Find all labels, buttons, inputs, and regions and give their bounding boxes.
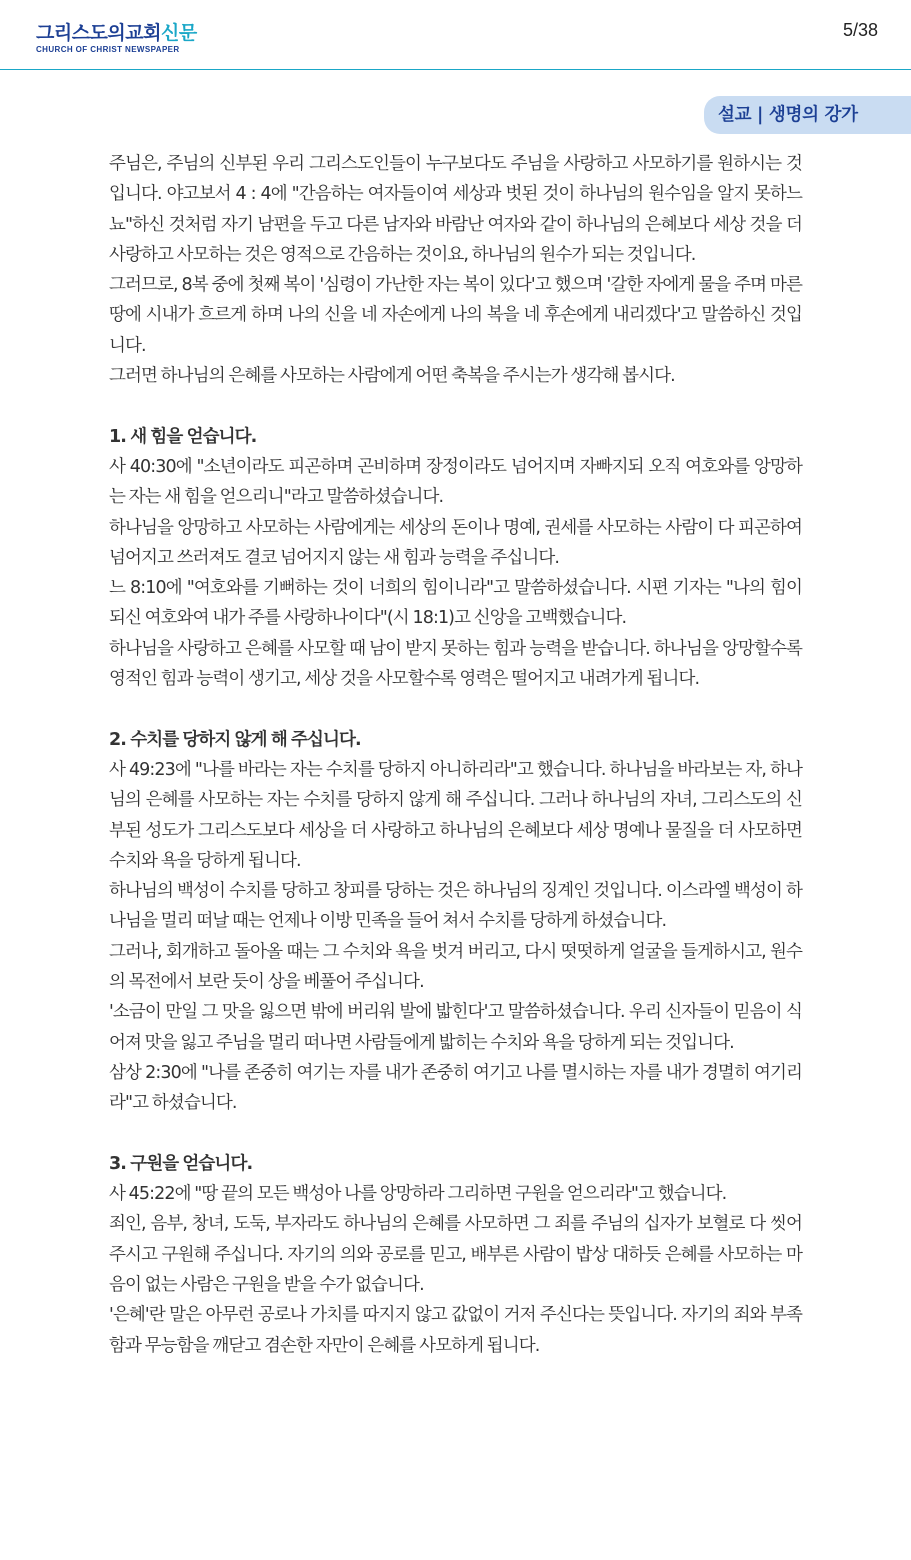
paragraph: 사 45:22에 "땅 끝의 모든 백성아 나를 앙망하라 그리하면 구원을 얻으리라"고 했습니다.	[109, 1184, 727, 1205]
article-body	[109, 149, 802, 1361]
logo-subtitle: CHURCH OF CHRIST NEWSPAPER	[36, 45, 180, 54]
newspaper-logo	[36, 22, 197, 55]
paragraph: 사 49:23에 "나를 바라는 자는 수치를 당하지 아니하리라"고 했습니다. 하나님을 바라보는 자, 하나님의 은혜를 사모하는 자는 수치를 당하지 않게 해 주십니다. 그러나 하나님의 자녀, 그리스도의 신부된 성도가 그리스도보다 세상을 더 사랑하고 하나님의 은혜보다 세상 명예나 물질을 더 사모하면 수치와 욕을 당하게 됩니다.	[109, 759, 802, 871]
paragraph: 죄인, 음부, 창녀, 도둑, 부자라도 하나님의 은혜를 사모하면 그 죄를 주님의 십자가 보혈로 다 씻어 주시고 구원해 주십니다. 자기의 의와 공로를 믿고, 배부른 사람이 밥상 대하듯 은혜를 사모하는 마음이 없는 사람은 구원을 받을 수가 없습니다.	[109, 1214, 802, 1295]
logo-title-light: 신문	[160, 22, 197, 44]
paragraph: 주님은, 주님의 신부된 우리 그리스도인들이 누구보다도 주님을 사랑하고 사모하기를 원하시는 것입니다. 야고보서 4 : 4에 "간음하는 여자들이여 세상과 벗된 것이 하나님의 원수임을 알지 못하느뇨"하신 것처럼 자기 남편을 두고 다른 남자와 바람난 여자와 같이 하나님의 은혜보다 세상 것을 더 사랑하고 사모하는 것은 영적으로 간음하는 것이요, 하나님의 원수가 되는 것입니다.	[109, 154, 802, 265]
paragraph: '은혜'란 말은 아무런 공로나 가치를 따지지 않고 값없이 거저 주신다는 뜻입니다. 자기의 죄와 부족함과 무능함을 깨닫고 겸손한 자만이 은혜를 사모하게 됩니다.	[109, 1305, 802, 1356]
blank-line	[109, 694, 802, 724]
blank-line	[109, 391, 802, 421]
logo-title-dark: 그리스도의교회	[36, 22, 161, 44]
paragraph: 그러나, 회개하고 돌아올 때는 그 수치와 욕을 벗겨 버리고, 다시 떳떳하게 얼굴을 들게하시고, 원수의 목전에서 보란 듯이 상을 베풀어 주십니다.	[109, 941, 802, 993]
page-header	[0, 0, 911, 70]
section-heading: 3. 구원을 얻습니다.	[109, 1153, 253, 1174]
blank-line	[109, 1119, 802, 1149]
paragraph: 하나님을 앙망하고 사모하는 사람에게는 세상의 돈이나 명예, 권세를 사모하는 사람이 다 피곤하여 넘어지고 쓰러져도 결코 넘어지지 않는 새 힘과 능력을 주십니다.	[109, 517, 802, 568]
paragraph: 느 8:10에 "여호와를 기뻐하는 것이 너희의 힘이니라"고 말씀하셨습니다. 시편 기자는 "나의 힘이 되신 여호와여 내가 주를 사랑하나이다"(시 18:1)고 신앙을 고백했습니다.	[109, 578, 802, 629]
section-heading: 1. 새 힘을 얻습니다.	[109, 426, 257, 447]
paragraph: 삼상 2:30에 "나를 존중히 여기는 자를 내가 존중히 여기고 나를 멸시하는 자를 내가 경멸히 여기리라"고 하셨습니다.	[109, 1062, 802, 1114]
logo-title	[36, 22, 197, 44]
paragraph: 그러므로, 8복 중에 첫째 복이 '심령이 가난한 자는 복이 있다'고 했으며 '갈한 자에게 물을 주며 마른 땅에 시내가 흐르게 하며 나의 신을 네 자손에게 나의 복을 네 후손에게 내리겠다'고 말씀하신 것입니다.	[109, 275, 802, 356]
paragraph: '소금이 만일 그 맛을 잃으면 밖에 버리워 발에 밟힌다'고 말씀하셨습니다. 우리 신자들이 믿음이 식어져 맛을 잃고 주님을 멀리 떠나면 사람들에게 밟히는 수치와 욕을 당하게 되는 것입니다.	[109, 1002, 802, 1053]
section-tab: 설교 | 생명의 강가	[704, 96, 911, 134]
page-number: 5/38	[842, 20, 878, 40]
paragraph: 그러면 하나님의 은혜를 사모하는 사람에게 어떤 축복을 주시는가 생각해 봅시다.	[109, 366, 675, 387]
paragraph: 하나님을 사랑하고 은혜를 사모할 때 남이 받지 못하는 힘과 능력을 받습니다. 하나님을 앙망할수록 영적인 힘과 능력이 생기고, 세상 것을 사모할수록 영력은 떨어지고 내려가게 됩니다.	[109, 638, 802, 690]
paragraph: 하나님의 백성이 수치를 당하고 창피를 당하는 것은 하나님의 징계인 것입니다. 이스라엘 백성이 하나님을 멀리 떠날 때는 언제나 이방 민족을 들어 쳐서 수치를 당하게 하셨습니다.	[109, 881, 802, 932]
paragraph: 사 40:30에 "소년이라도 피곤하며 곤비하며 장정이라도 넘어지며 자빠지되 오직 여호와를 앙망하는 자는 새 힘을 얻으리니"라고 말씀하셨습니다.	[109, 456, 802, 508]
section-heading: 2. 수치를 당하지 않게 해 주십니다.	[109, 729, 361, 750]
